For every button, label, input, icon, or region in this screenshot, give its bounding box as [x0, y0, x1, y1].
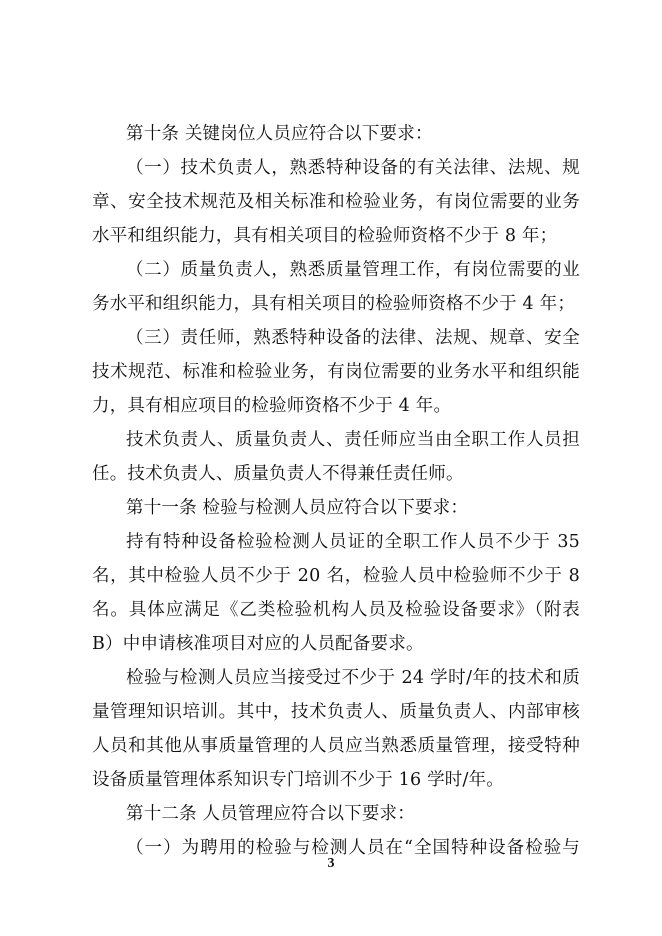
page-number: 3 — [327, 856, 335, 871]
paragraph-line: 务水平和组织能力，具有相关项目的检验师资格不少于 4 年； — [92, 294, 576, 314]
paragraph-line: 持有特种设备检验检测人员证的全职工作人员不少于 35 — [126, 532, 580, 552]
paragraph-line: 设备质量管理体系知识专门培训不少于 16 学时/年。 — [92, 770, 504, 790]
paragraph-line: 水平和组织能力，具有相关项目的检验师资格不少于 8 年； — [92, 226, 558, 246]
paragraph-line: 名，其中检验人员不少于 20 名，检验人员中检验师不少于 8 — [92, 566, 580, 586]
paragraph-line: 技术负责人、质量负责人、责任师应当由全职工作人员担 — [126, 430, 580, 450]
paragraph-line: （一）为聘用的检验与检测人员在“全国特种设备检验与 — [126, 838, 580, 858]
paragraph-line: 量管理知识培训。其中，技术负责人、质量负责人、内部审核 — [92, 702, 580, 722]
paragraph-line: 力，具有相应项目的检验师资格不少于 4 年。 — [92, 396, 452, 416]
article-12-heading: 第十二条 人员管理应符合以下要求： — [126, 804, 415, 824]
paragraph-line: 任。技术负责人、质量负责人不得兼任责任师。 — [92, 464, 464, 484]
article-11-heading: 第十一条 检验与检测人员应符合以下要求： — [126, 498, 469, 518]
paragraph-line: 名。具体应满足《乙类检验机构人员及检验设备要求》（附表 — [92, 600, 580, 620]
paragraph-line: 技术规范、标准和检验业务，有岗位需要的业务水平和组织能 — [92, 362, 580, 382]
paragraph-line: （三）责任师，熟悉特种设备的法律、法规、规章、安全 — [126, 328, 580, 348]
paragraph-line: B）中申请核准项目对应的人员配备要求。 — [92, 634, 424, 654]
paragraph-line: 章、安全技术规范及相关标准和检验业务，有岗位需要的业务 — [92, 192, 580, 212]
article-10-heading: 第十条 关键岗位人员应符合以下要求： — [126, 124, 433, 144]
paragraph-line: 人员和其他从事质量管理的人员应当熟悉质量管理，接受特种 — [92, 736, 580, 756]
paragraph-line: 检验与检测人员应当接受过不少于 24 学时/年的技术和质 — [126, 668, 580, 688]
paragraph-line: （一）技术负责人，熟悉特种设备的有关法律、法规、规 — [126, 158, 580, 178]
paragraph-line: （二）质量负责人，熟悉质量管理工作，有岗位需要的业 — [126, 260, 580, 280]
